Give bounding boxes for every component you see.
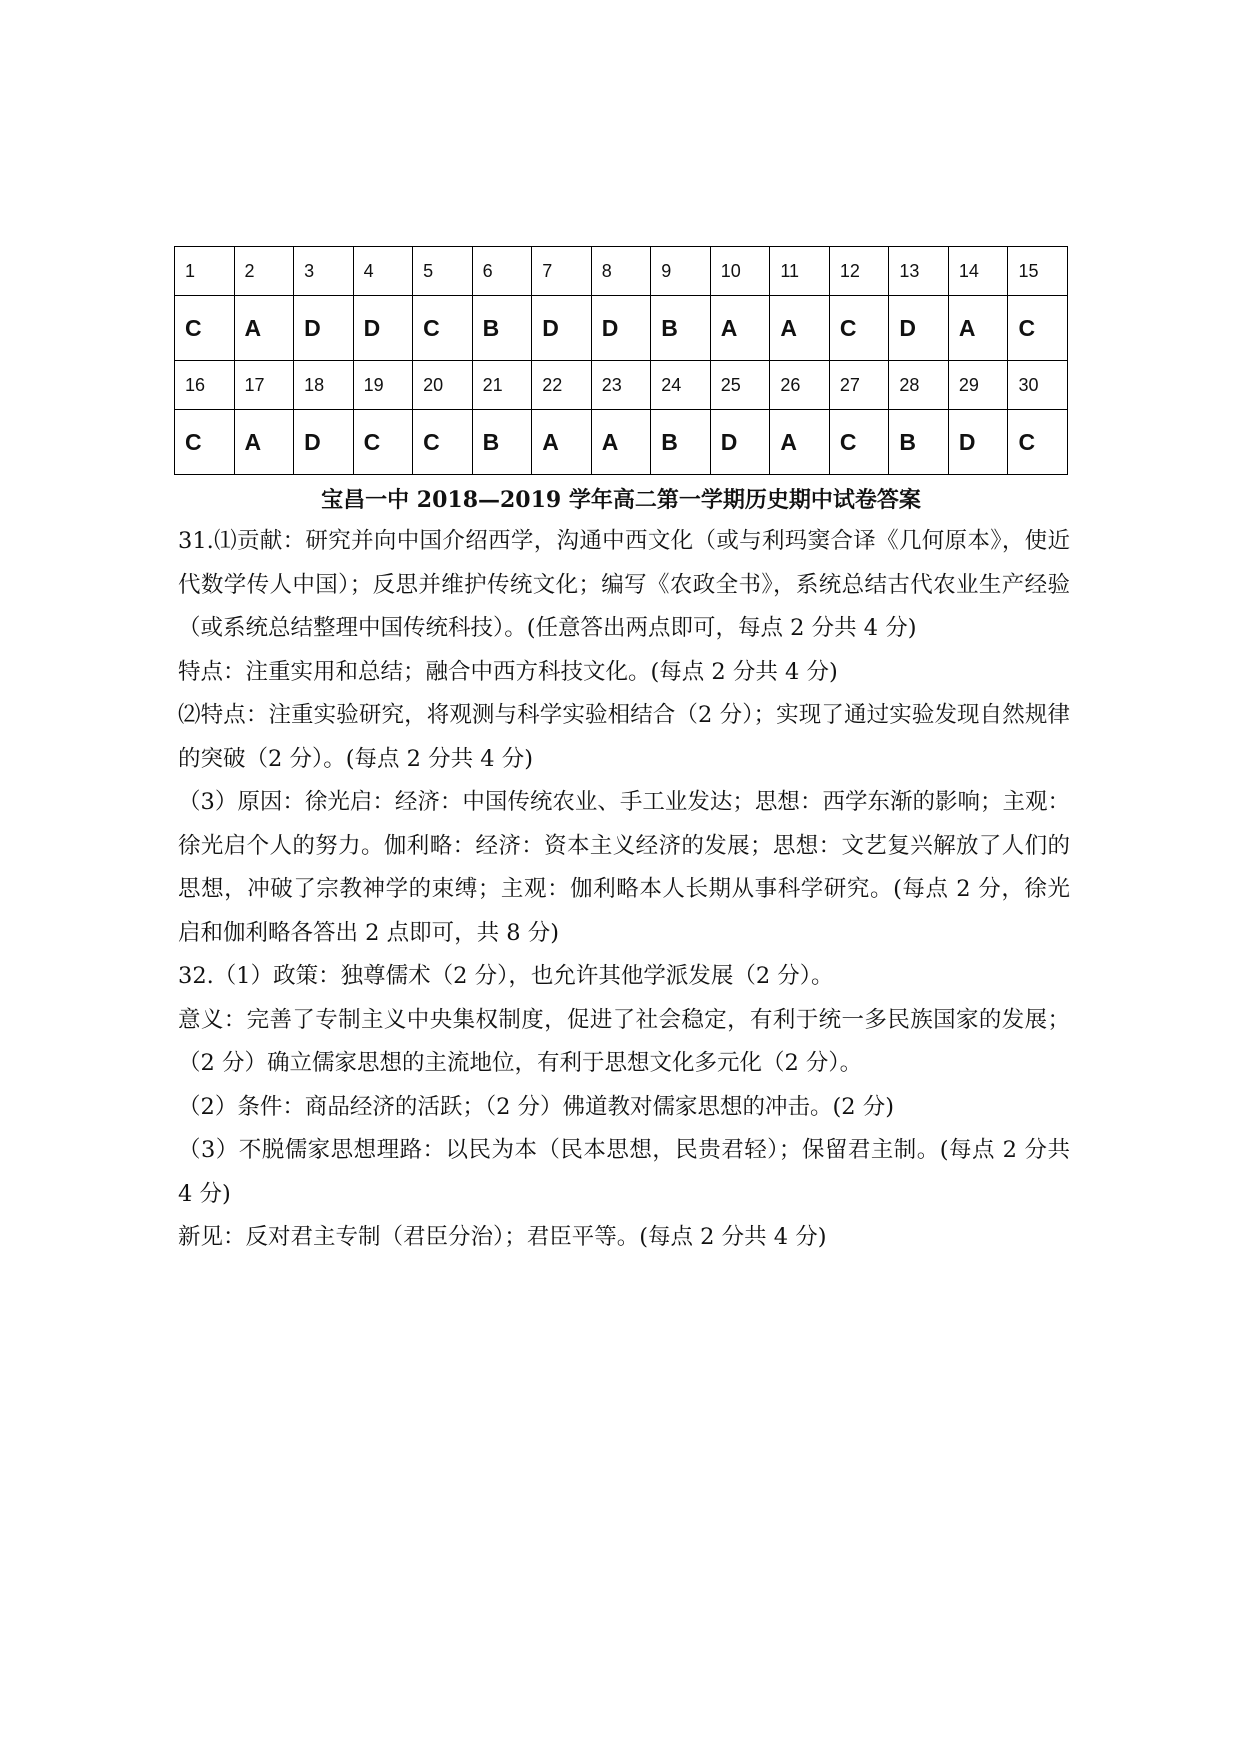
answer-letter: C (175, 296, 235, 361)
answer-letter: C (829, 410, 889, 475)
answer-letter: C (175, 410, 235, 475)
question-number: 18 (294, 361, 354, 410)
question-number: 17 (234, 361, 294, 410)
question-number: 3 (294, 247, 354, 296)
answer-letter: A (532, 410, 592, 475)
answer-paragraph: 32.（1）政策：独尊儒术（2 分），也允许其他学派发展（2 分）。 (178, 963, 834, 989)
question-number: 15 (1008, 247, 1068, 296)
answer-letter: A (234, 296, 294, 361)
question-number: 19 (353, 361, 413, 410)
answer-letter: B (651, 296, 711, 361)
question-number: 21 (472, 361, 532, 410)
question-number: 14 (948, 247, 1008, 296)
answer-paragraph: （2）条件：商品经济的活跃；（2 分）佛道教对儒家思想的冲击。(2 分) (178, 1093, 895, 1120)
answer-letter: B (651, 410, 711, 475)
answer-letter: D (532, 296, 592, 361)
answer-letter: C (1008, 410, 1068, 475)
question-number: 26 (770, 361, 830, 410)
answer-letter: A (710, 296, 770, 361)
answer-explanations (178, 520, 1070, 1260)
answer-letter-row (175, 296, 1068, 361)
question-number-row (175, 361, 1068, 410)
question-number: 2 (234, 247, 294, 296)
question-number: 28 (889, 361, 949, 410)
answer-letter: C (1008, 296, 1068, 361)
answer-paragraph: 新见：反对君主专制（君臣分治）；君臣平等。(每点 2 分共 4 分) (178, 1224, 827, 1250)
answer-letter: B (472, 296, 532, 361)
answer-letter: C (353, 410, 413, 475)
question-number: 25 (710, 361, 770, 410)
answer-letter: A (234, 410, 294, 475)
answer-letter: A (591, 410, 651, 475)
answer-letter: D (353, 296, 413, 361)
question-number: 6 (472, 247, 532, 296)
answer-paragraph: （3）原因：徐光启：经济：中国传统农业、手工业发达；思想：西学东渐的影响；主观：徐光启个人的努力。伽利略：经济：资本主义经济的发展；思想：文艺复兴解放了人们的思想，冲破了宗教神学的束缚；主观：伽利略本人长期从事科学研究。(每点 2 分，徐光启和伽利略各答出 2 点即可，共 8 分) (178, 789, 1070, 946)
question-number: 20 (413, 361, 473, 410)
answer-letter: B (472, 410, 532, 475)
answer-key-table (174, 246, 1068, 475)
question-number: 22 (532, 361, 592, 410)
answer-paragraph: 意义：完善了专制主义中央集权制度，促进了社会稳定，有利于统一多民族国家的发展；（2 分）确立儒家思想的主流地位，有利于思想文化多元化（2 分）。 (178, 1006, 1070, 1076)
question-number: 10 (710, 247, 770, 296)
answer-paragraph: ⑵特点：注重实验研究，将观测与科学实验相结合（2 分）；实现了通过实验发现自然规律的突破（2 分）。(每点 2 分共 4 分) (178, 702, 1070, 772)
answer-letter: A (770, 296, 830, 361)
answer-letter: D (294, 410, 354, 475)
question-number: 11 (770, 247, 830, 296)
answer-letter: D (294, 296, 354, 361)
answer-letter: A (770, 410, 830, 475)
question-number: 4 (353, 247, 413, 296)
question-number: 30 (1008, 361, 1068, 410)
answer-paragraph: 特点：注重实用和总结；融合中西方科技文化。(每点 2 分共 4 分) (178, 658, 838, 685)
answer-paragraph: 31.⑴贡献：研究并向中国介绍西学，沟通中西文化（或与利玛窦合译《几何原本》，使近代数学传人中国）；反思并维护传统文化；编写《农政全书》，系统总结古代农业生产经验（或系统总结整理中国传统科技）。(任意答出两点即可，每点 2 分共 4 分) (178, 528, 1070, 641)
answer-letter: A (948, 296, 1008, 361)
answer-letter: D (710, 410, 770, 475)
answer-letter: C (413, 410, 473, 475)
answer-letter: C (829, 296, 889, 361)
page-title: 宝昌一中 2018—2019 学年高二第一学期历史期中试卷答案 (321, 487, 921, 513)
question-number: 7 (532, 247, 592, 296)
answer-letter: C (413, 296, 473, 361)
answer-letter: D (889, 296, 949, 361)
question-number: 5 (413, 247, 473, 296)
question-number: 1 (175, 247, 235, 296)
answer-letter: D (591, 296, 651, 361)
question-number: 16 (175, 361, 235, 410)
question-number: 13 (889, 247, 949, 296)
question-number: 23 (591, 361, 651, 410)
question-number-row (175, 247, 1068, 296)
answer-letter-row (175, 410, 1068, 475)
question-number: 9 (651, 247, 711, 296)
question-number: 12 (829, 247, 889, 296)
answer-paragraph: （3）不脱儒家思想理路：以民为本（民本思想，民贵君轻）；保留君主制。(每点 2 分共 4 分) (178, 1137, 1070, 1207)
answer-letter: B (889, 410, 949, 475)
answer-letter: D (948, 410, 1008, 475)
question-number: 29 (948, 361, 1008, 410)
question-number: 8 (591, 247, 651, 296)
question-number: 27 (829, 361, 889, 410)
question-number: 24 (651, 361, 711, 410)
